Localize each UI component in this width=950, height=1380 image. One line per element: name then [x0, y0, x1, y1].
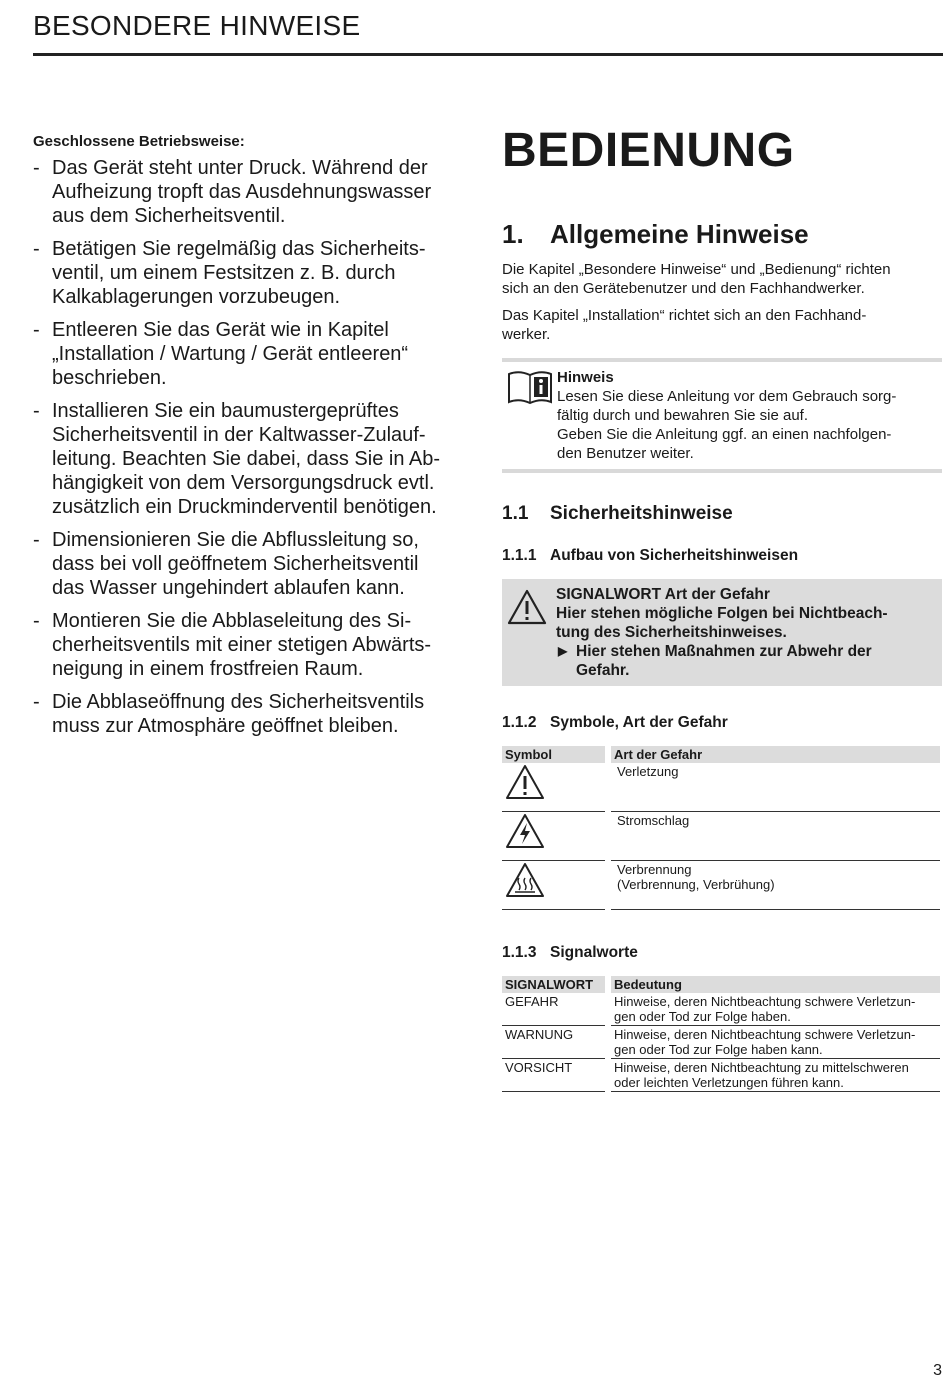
section-heading-1-1: 1.1 Sicherheitshinweise	[502, 503, 733, 524]
section-heading-1-1-1: 1.1.1 Aufbau von Sicherheitshinweisen	[502, 547, 799, 564]
list-item: - Montieren Sie die Abblaseleitung des Si- cherheitsventils mit einer stetigen Abwärts- neigung in einem frostfreien Raum.	[33, 610, 432, 680]
intro-paragraph: Die Kapitel „Besondere Hinweise“ und „Bedienung“ richten sich an den Gerätebenutzer und den Fachhandwerker.	[502, 261, 891, 297]
table-row: Verletzung	[502, 763, 940, 812]
table-row: GEFAHR Hinweise, deren Nichtbeachtung schwere Verletzun- gen oder Tod zur Folge haben.	[502, 993, 940, 1026]
info-book-icon	[507, 370, 553, 406]
table-header: Art der Gefahr	[611, 746, 940, 763]
table-header: SIGNALWORT	[502, 976, 605, 993]
warning-measure: ▶ Hier stehen Maßnahmen zur Abwehr der Gefahr.	[558, 643, 872, 679]
table-row: Verbrennung (Verbrennung, Verbrühung)	[502, 861, 940, 910]
list-item: - Entleeren Sie das Gerät wie in Kapitel „Installation / Wartung / Gerät entleeren“ beschrieben.	[33, 319, 409, 389]
section-heading-1-1-2: 1.1.2 Symbole, Art der Gefahr	[502, 714, 728, 731]
symbol-table	[502, 746, 940, 910]
note-title: Hinweis	[557, 369, 614, 386]
chapter-title: BEDIENUNG	[502, 124, 795, 177]
list-item: - Installieren Sie ein baumustergeprüftes Sicherheitsventil in der Kaltwasser-Zulauf- leitung. Beachten Sie dabei, dass Sie in Ab- hängigkeit von dem Versorgungsdruck evtl. zusätzlich ein Druckminderventil benötigen.	[33, 400, 441, 518]
left-column	[33, 133, 473, 747]
table-row: WARNUNG Hinweise, deren Nichtbeachtung schwere Verletzun- gen oder Tod zur Folge haben kann.	[502, 1026, 940, 1059]
exclamation-triangle-icon	[507, 589, 547, 625]
play-arrow-icon: ▶	[558, 644, 568, 658]
warning-title: SIGNALWORT Art der Gefahr	[556, 586, 770, 603]
list-item: - Die Abblaseöffnung des Sicherheitsventils muss zur Atmosphäre geöffnet bleiben.	[33, 691, 425, 737]
list-item: - Das Gerät steht unter Druck. Während der Aufheizung tropft das Ausdehnungswasser aus dem Sicherheitsventil.	[33, 157, 432, 227]
intro-paragraph-2: Das Kapitel „Installation“ richtet sich an den Fachhand- werker.	[502, 307, 867, 343]
hot-surface-icon	[505, 862, 545, 898]
section-heading-1: 1. Allgemeine Hinweise	[502, 219, 809, 249]
instruction-list	[33, 156, 473, 738]
table-header: Bedeutung	[611, 976, 940, 993]
table-row: VORSICHT Hinweise, deren Nichtbeachtung zu mittelschweren oder leichten Verletzungen führen kann.	[502, 1059, 940, 1092]
table-row: Stromschlag	[502, 812, 940, 861]
page-header-title: BESONDERE HINWEISE	[33, 10, 361, 41]
note-box: Hinweis Lesen Sie diese Anleitung vor dem Gebrauch sorg- fältig durch und bewahren Sie sie auf. Geben Sie die Anleitung ggf. an einen nachfolgen- den Benutzer weiter.	[502, 358, 942, 473]
page-number: 3	[933, 1362, 942, 1379]
section-heading-1-1-3: 1.1.3 Signalworte	[502, 944, 638, 961]
electric-shock-icon	[505, 813, 545, 849]
signal-word-table	[502, 976, 940, 1092]
warning-box: SIGNALWORT Art der Gefahr Hier stehen mögliche Folgen bei Nichtbeach- tung des Sicherheitshinweises. ▶ Hier stehen Maßnahmen zur Abwehr der Gefahr.	[502, 579, 942, 686]
list-item: - Dimensionieren Sie die Abflussleitung so, dass bei voll geöffnetem Sicherheitsventil das Wasser ungehindert ablaufen kann.	[33, 529, 419, 599]
right-column	[502, 123, 942, 1092]
table-header: Symbol	[502, 746, 605, 763]
exclamation-triangle-icon	[505, 764, 545, 800]
header-rule	[33, 53, 943, 56]
list-item: - Betätigen Sie regelmäßig das Sicherheits- ventil, um einem Festsitzen z. B. durch Kalkablagerungen vorzubeugen.	[33, 238, 426, 308]
operating-mode-title: Geschlossene Betriebsweise:	[33, 133, 245, 150]
